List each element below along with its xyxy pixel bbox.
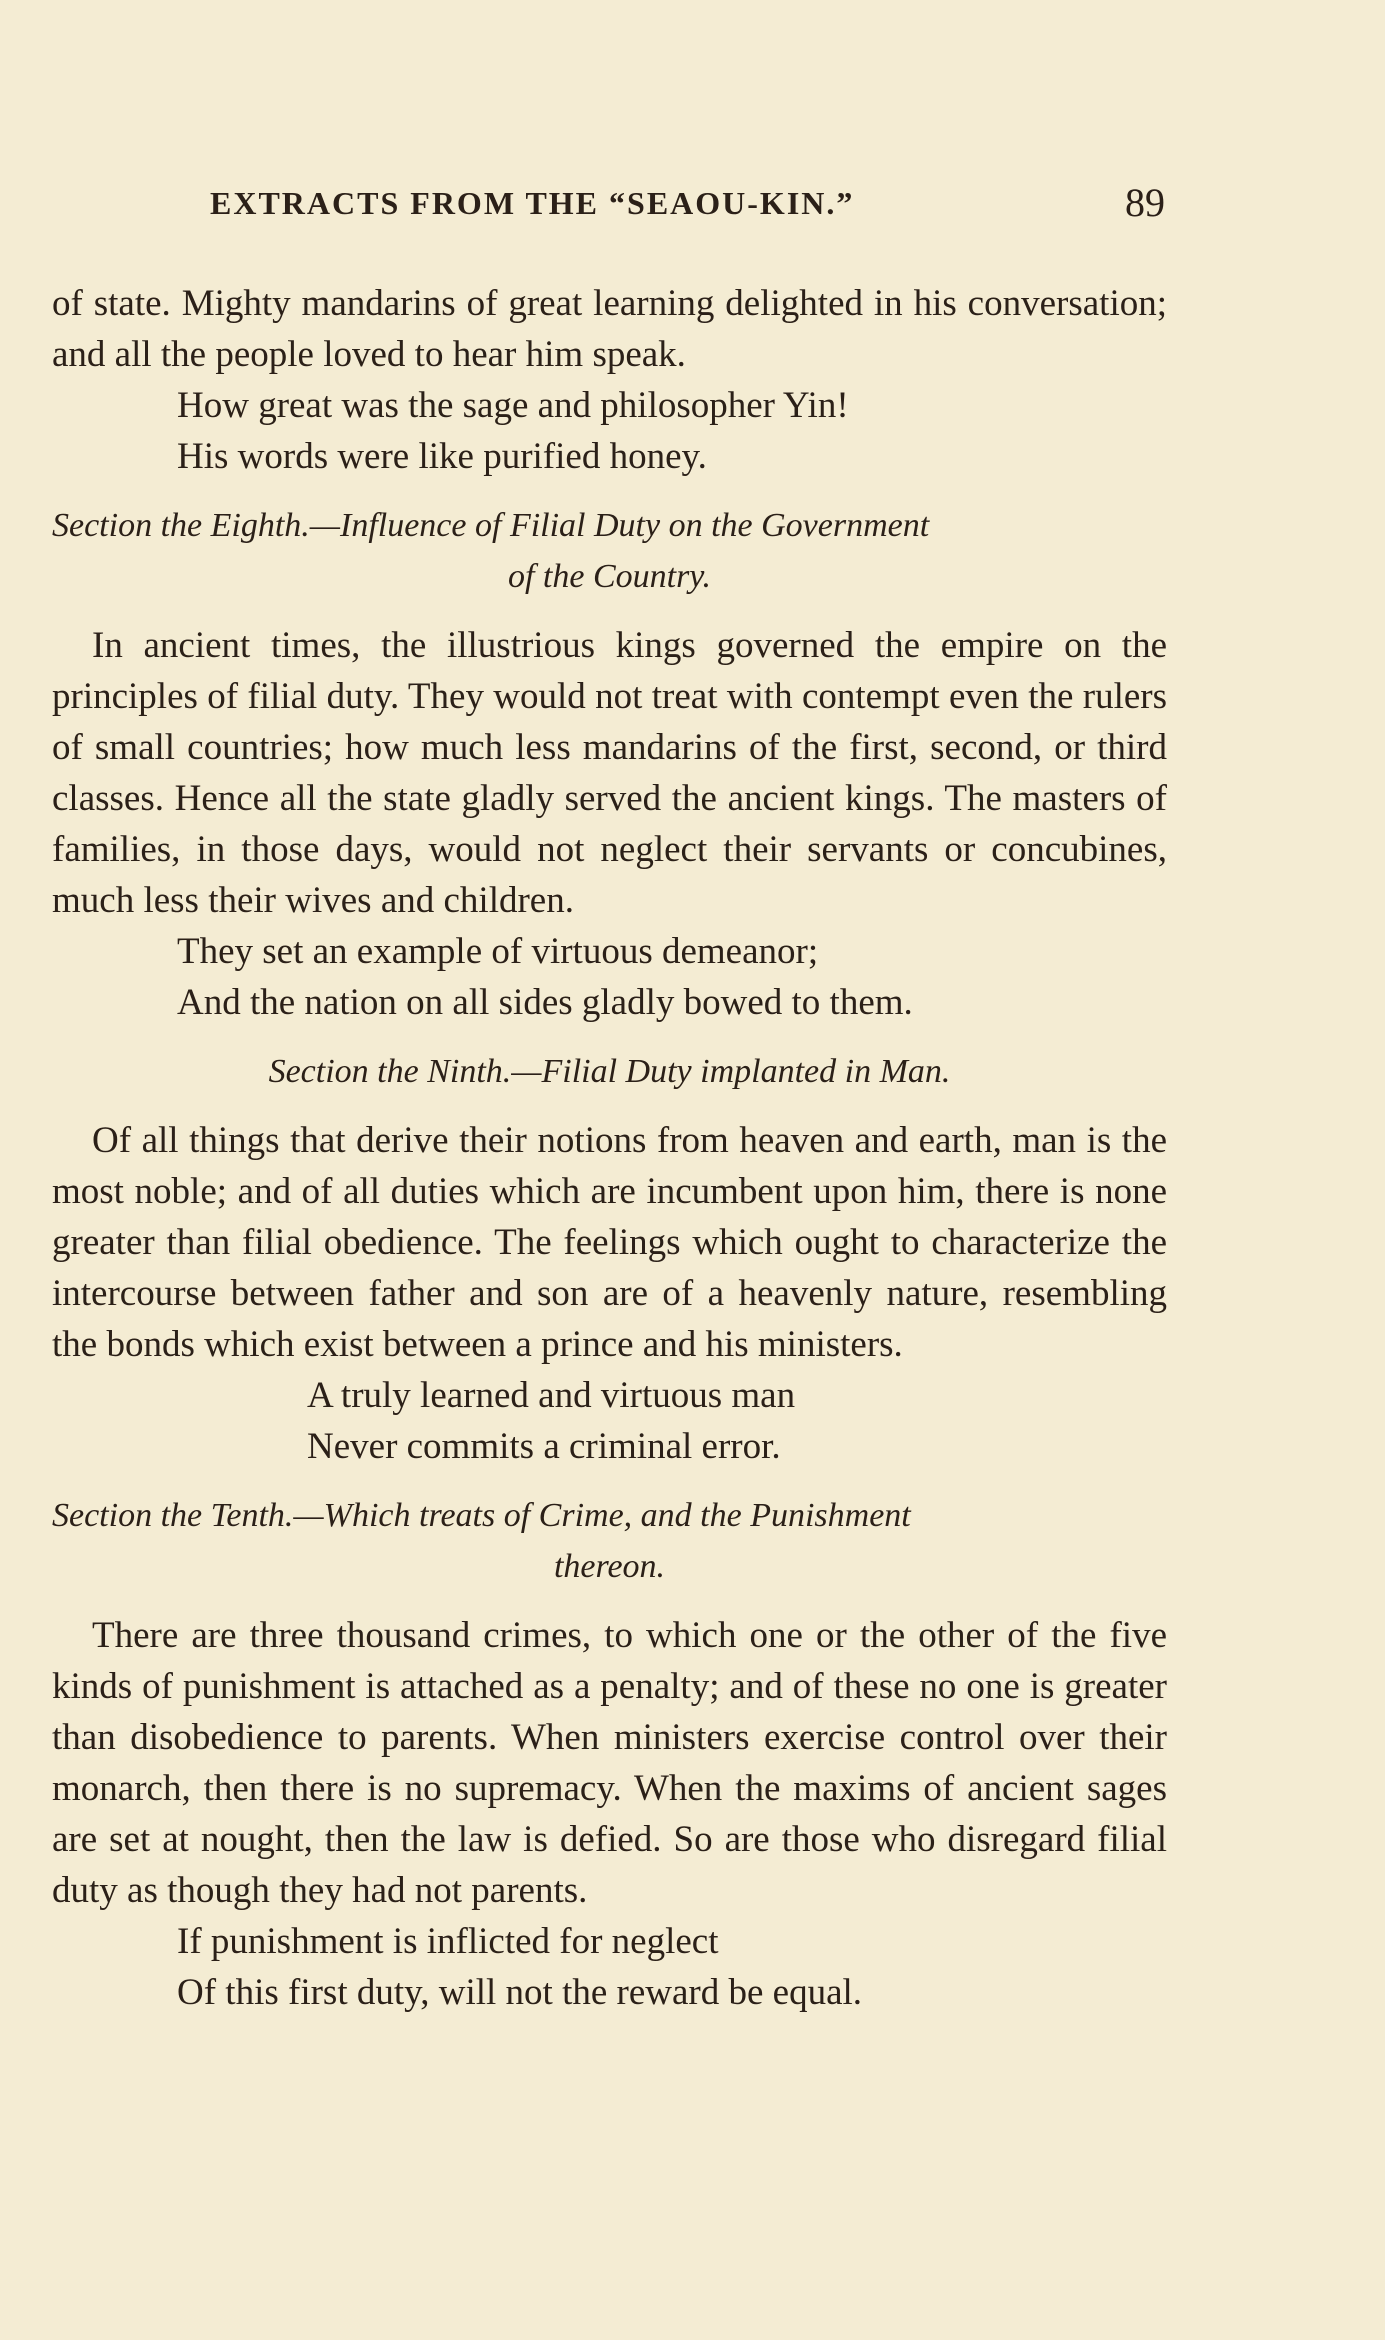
page-body: [52, 278, 1167, 2018]
verse-line: How great was the sage and philosopher Yin!: [177, 385, 849, 426]
section-heading-ninth: [52, 1046, 1167, 1097]
section-heading-line: Section the Ninth.—Filial Duty implanted in Man.: [268, 1053, 951, 1090]
section-heading-tenth: [52, 1490, 1167, 1592]
running-title: EXTRACTS FROM THE “SEAOU-KIN.”: [210, 185, 855, 221]
verse-line: They set an example of virtuous demeanor;: [177, 931, 819, 972]
section-heading-line: thereon.: [553, 1548, 666, 1585]
verse-line: If punishment is inflicted for neglect: [177, 1921, 719, 1962]
verse-line: Of this first duty, will not the reward be equal.: [177, 1972, 863, 2013]
page-number: 89: [1125, 180, 1165, 225]
verse-line: Never commits a criminal error.: [307, 1426, 781, 1467]
verse-line: And the nation on all sides gladly bowed to them.: [177, 982, 913, 1023]
verse-line: His words were like purified honey.: [177, 436, 707, 477]
paragraph-eighth: In ancient times, the illustrious kings governed the empire on the principles of filial duty. They would not treat with contempt even the rulers of small countries; how much less mandarins of the first, second, or third classes. Hence all the state gladly served the ancient kings. The masters of families, in those days, would not neglect their servants or concubines, much less their wives and children.: [52, 625, 1167, 921]
verse-line: A truly learned and virtuous man: [307, 1375, 796, 1416]
section-heading-eighth: [52, 500, 1167, 602]
paragraph-tenth: There are three thousand crimes, to which one or the other of the five kinds of punishment is attached as a penalty; and of these no one is greater than disobedience to parents. When ministers exercise control over their monarch, then there is no supremacy. When the maxims of ancient sages are set at nought, then the law is defied. So are those who disregard filial duty as though they had not parents.: [52, 1615, 1167, 1911]
section-heading-line: Section the Eighth.—Influence of Filial Duty on the Government: [52, 507, 930, 544]
paragraph-continuation: of state. Mighty mandarins of great learning delighted in his conversation; and all the people loved to hear him speak.: [52, 283, 1167, 375]
section-heading-line: Section the Tenth.—Which treats of Crime, and the Punishment: [52, 1497, 911, 1534]
section-heading-line: of the Country.: [507, 558, 712, 595]
page-header: [210, 180, 1165, 235]
paragraph-ninth: Of all things that derive their notions from heaven and earth, man is the most noble; and of all duties which are incumbent upon him, there is none greater than filial obedience. The feelings which ought to characterize the intercourse between father and son are of a heavenly nature, resembling the bonds which exist between a prince and his ministers.: [52, 1120, 1167, 1365]
